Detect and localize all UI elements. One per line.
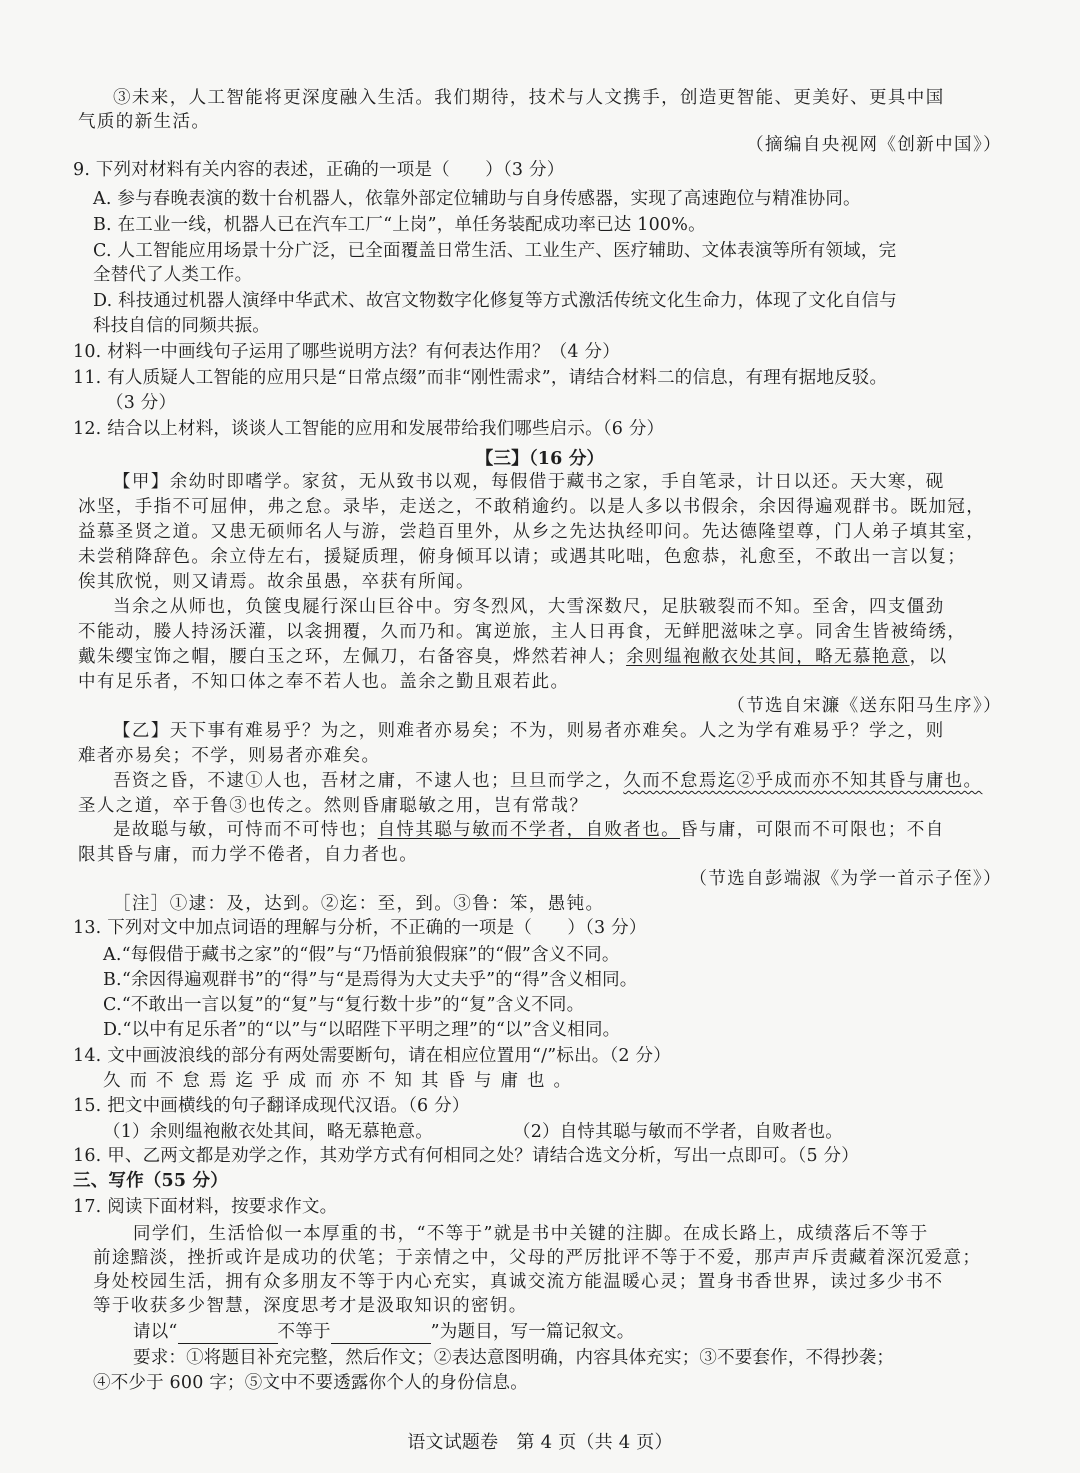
writing-prompt-middle: 不等于 bbox=[277, 1322, 331, 1342]
text-jia-line-4: 未尝稍降辞色。余立侍左右，援疑质理，俯身倾耳以请；或遇其叱咄，色愈恭，礼愈至，不敢出一言以复； bbox=[78, 547, 967, 567]
question-12: 12. 结合以上材料，谈谈人工智能的应用和发展带给我们哪些启示。（6 分） bbox=[73, 419, 665, 439]
question-13-option-b: B.“余因得遍观群书”的“得”与“是焉得为大丈夫乎”的“得”含义相同。 bbox=[103, 970, 638, 990]
question-15-item-1: （1）余则缊袍敝衣处其间，略无慕艳意。 bbox=[103, 1122, 433, 1142]
writing-material-line-4: 等于收获多少智慧，深度思考才是汲取知识的密钥。 bbox=[93, 1296, 528, 1316]
writing-material-line-1: 同学们，生活恰似一本厚重的书，“不等于”就是书中关键的注脚。在成长路上，成绩落后不等于 bbox=[133, 1224, 929, 1244]
question-13-stem: 13. 下列对文中加点词语的理解与分析，不正确的一项是（ ）（3 分） bbox=[73, 918, 647, 938]
section-writing-heading: 三、写作（55 分） bbox=[73, 1171, 228, 1191]
question-9-option-c-line-2: 全替代了人类工作。 bbox=[93, 265, 253, 285]
text-jia-line-2: 冰坚，手指不可屈伸，弗之怠。录毕，走送之，不敢稍逾约。以是人多以书假余，余因得遍观群书。既加冠， bbox=[78, 497, 986, 517]
underlined-sentence-2: 自恃其聪与敏而不学者，自败者也。 bbox=[377, 820, 681, 840]
question-9-option-b: B. 在工业一线，机器人已在汽车工厂“上岗”，单任务装配成功率已达 100%。 bbox=[93, 215, 706, 235]
question-10: 10. 材料一中画线句子运用了哪些说明方法？有何表达作用？（4 分） bbox=[73, 342, 620, 362]
text-yi-line-1: 【乙】天下事有难易乎？为之，则难者亦易矣；不为，则易者亦难矣。人之为学有难易乎？学之，则 bbox=[113, 721, 945, 741]
question-13-option-d: D.“以中有足乐者”的“以”与“以昭陛下平明之理”的“以”含义相同。 bbox=[103, 1020, 621, 1040]
writing-prompt-suffix: ”为题目，写一篇记叙文。 bbox=[430, 1322, 635, 1342]
page-footer: 语文试题卷 第 4 页（共 4 页） bbox=[407, 1432, 673, 1453]
text-jia-line-5: 俟其欣悦，则又请焉。故余虽愚，卒获有所闻。 bbox=[78, 572, 475, 592]
question-15: 15. 把文中画横线的句子翻译成现代汉语。（6 分） bbox=[73, 1096, 470, 1116]
text-jia-source: （节选自宋濂《送东阳马生序》） bbox=[727, 696, 1002, 716]
text-jia-line-3: 益慕圣贤之道。又患无硕师名人与游，尝趋百里外，从乡之先达执经叩问。先达德隆望尊，门人弟子填其室， bbox=[78, 522, 986, 542]
text-jia-line-9: 中有足乐者，不知口体之奉不若人也。盖余之勤且艰若此。 bbox=[78, 672, 570, 692]
section-3-heading: 【三】（16 分） bbox=[475, 449, 605, 469]
writing-material-line-3: 身处校园生活，拥有众多朋友不等于内心充实，真诚交流方能温暖心灵；置身书香世界，读过多少书不 bbox=[93, 1272, 944, 1292]
question-9-stem: 9. 下列对材料有关内容的表述，正确的一项是（ ）（3 分） bbox=[73, 160, 565, 180]
material-paragraph-3-line-2: 气质的新生活。 bbox=[78, 112, 211, 132]
text-yi-line-4: 圣人之道，卒于鲁③也传之。然则昏庸聪敏之用，岂有常哉？ bbox=[78, 796, 589, 816]
text-jia-line-8 bbox=[78, 645, 947, 669]
writing-requirements-line-1: 要求：①将题目补充完整，然后作文；②表达意图明确，内容具体充实；③不要套作，不得抄袭； bbox=[133, 1348, 895, 1368]
question-15-item-2: （2）自恃其聪与敏而不学者，自败者也。 bbox=[513, 1122, 843, 1142]
text-jia-line-1: 【甲】余幼时即嗜学。家贫，无从致书以观，每假借于藏书之家，手自笔录，计日以还。天大寒，砚 bbox=[113, 472, 945, 492]
question-11-line-1: 11. 有人质疑人工智能的应用只是“日常点缀”而非“刚性需求”，请结合材料二的信息，有理有据地反驳。 bbox=[73, 368, 888, 388]
text-jia-line-8-part-1: 戴朱缨宝饰之帽，腰白玉之环，左佩刀，右备容臭，烨然若神人； bbox=[78, 647, 627, 667]
text-yi-source: （节选自彭端淑《为学一首示子侄》） bbox=[689, 869, 1002, 889]
title-blank-1 bbox=[178, 1325, 278, 1344]
annotation-note: ［注］①逮：及，达到。②迄：至，到。③鲁：笨，愚钝。 bbox=[113, 894, 605, 914]
text-yi-line-2: 难者亦易矣；不学，则易者亦难矣。 bbox=[78, 746, 381, 766]
writing-material-line-2: 前途黯淡，挫折或许是成功的伏笔；于亲情之中，父母的严厉批评不等于不爱，那声声斥责藏着深沉爱意； bbox=[93, 1248, 982, 1268]
question-16: 16. 甲、乙两文都是劝学之作，其劝学方式有何相同之处？请结合选文分析，写出一点即可。（5 分） bbox=[73, 1146, 859, 1166]
text-yi-line-5-part-3: 昏与庸，可限而不可限也；不自 bbox=[680, 820, 945, 840]
question-13-option-a: A.“每假借于藏书之家”的“假”与“乃悟前狼假寐”的“假”含义不同。 bbox=[103, 945, 620, 965]
writing-requirements-line-2: ④不少于 600 字；⑤文中不要透露你个人的身份信息。 bbox=[93, 1373, 528, 1393]
writing-prompt bbox=[133, 1320, 635, 1344]
wavy-underlined-sentence: 久而不怠焉迄②乎成而亦不知其昏与庸也。 bbox=[623, 771, 983, 791]
text-yi-line-6: 限其昏与庸，而力学不倦者，自力者也。 bbox=[78, 845, 419, 865]
material-paragraph-3-line-1: ③未来，人工智能将更深度融入生活。我们期待，技术与人文携手，创造更智能、更美好、更具中国 bbox=[113, 88, 945, 108]
underlined-sentence-1: 余则缊袍敝衣处其间，略无慕艳意 bbox=[626, 647, 910, 667]
question-13-option-c: C.“不敢出一言以复”的“复”与“复行数十步”的“复”含义不同。 bbox=[103, 995, 585, 1015]
question-9-option-a: A. 参与春晚表演的数十台机器人，依靠外部定位辅助与自身传感器，实现了高速跑位与精准协同。 bbox=[93, 189, 861, 209]
text-yi-line-3 bbox=[113, 769, 982, 793]
question-11-line-2: （3 分） bbox=[106, 393, 177, 413]
title-blank-2 bbox=[331, 1325, 431, 1344]
text-yi-line-3-part-1: 吾资之昏，不逮①人也，吾材之庸，不逮人也；旦旦而学之， bbox=[113, 771, 624, 791]
question-9-option-d-line-2: 科技自信的同频共振。 bbox=[93, 316, 270, 336]
question-9-option-d-line-1: D. 科技通过机器人演绎中华武术、故宫文物数字化修复等方式激活传统文化生命力，体现了文化自信与 bbox=[93, 291, 897, 311]
text-jia-line-6: 当余之从师也，负箧曳屣行深山巨谷中。穷冬烈风，大雪深数尺，足肤皲裂而不知。至舍，四支僵劲 bbox=[113, 597, 945, 617]
question-14-sentence: 久而不怠焉迄乎成而亦不知其昏与庸也。 bbox=[103, 1071, 580, 1091]
text-jia-line-7: 不能动，媵人持汤沃灌，以衾拥覆，久而乃和。寓逆旅，主人日再食，无鲜肥滋味之享。同舍生皆被绮绣， bbox=[78, 622, 967, 642]
question-14: 14. 文中画波浪线的部分有两处需要断句，请在相应位置用“/”标出。（2 分） bbox=[73, 1046, 671, 1066]
text-yi-line-5-part-1: 是故聪与敏，可恃而不可恃也； bbox=[113, 820, 378, 840]
writing-prompt-prefix: 请以“ bbox=[133, 1322, 178, 1342]
text-jia-line-8-part-3: ，以 bbox=[909, 647, 948, 667]
text-yi-line-5 bbox=[113, 818, 945, 842]
question-17: 17. 阅读下面材料，按要求作文。 bbox=[73, 1197, 338, 1217]
material-source: （摘编自央视网《创新中国》） bbox=[746, 135, 1002, 155]
question-9-option-c-line-1: C. 人工智能应用场景十分广泛，已全面覆盖日常生活、工业生产、医疗辅助、文体表演等所有领域，完 bbox=[93, 241, 897, 261]
